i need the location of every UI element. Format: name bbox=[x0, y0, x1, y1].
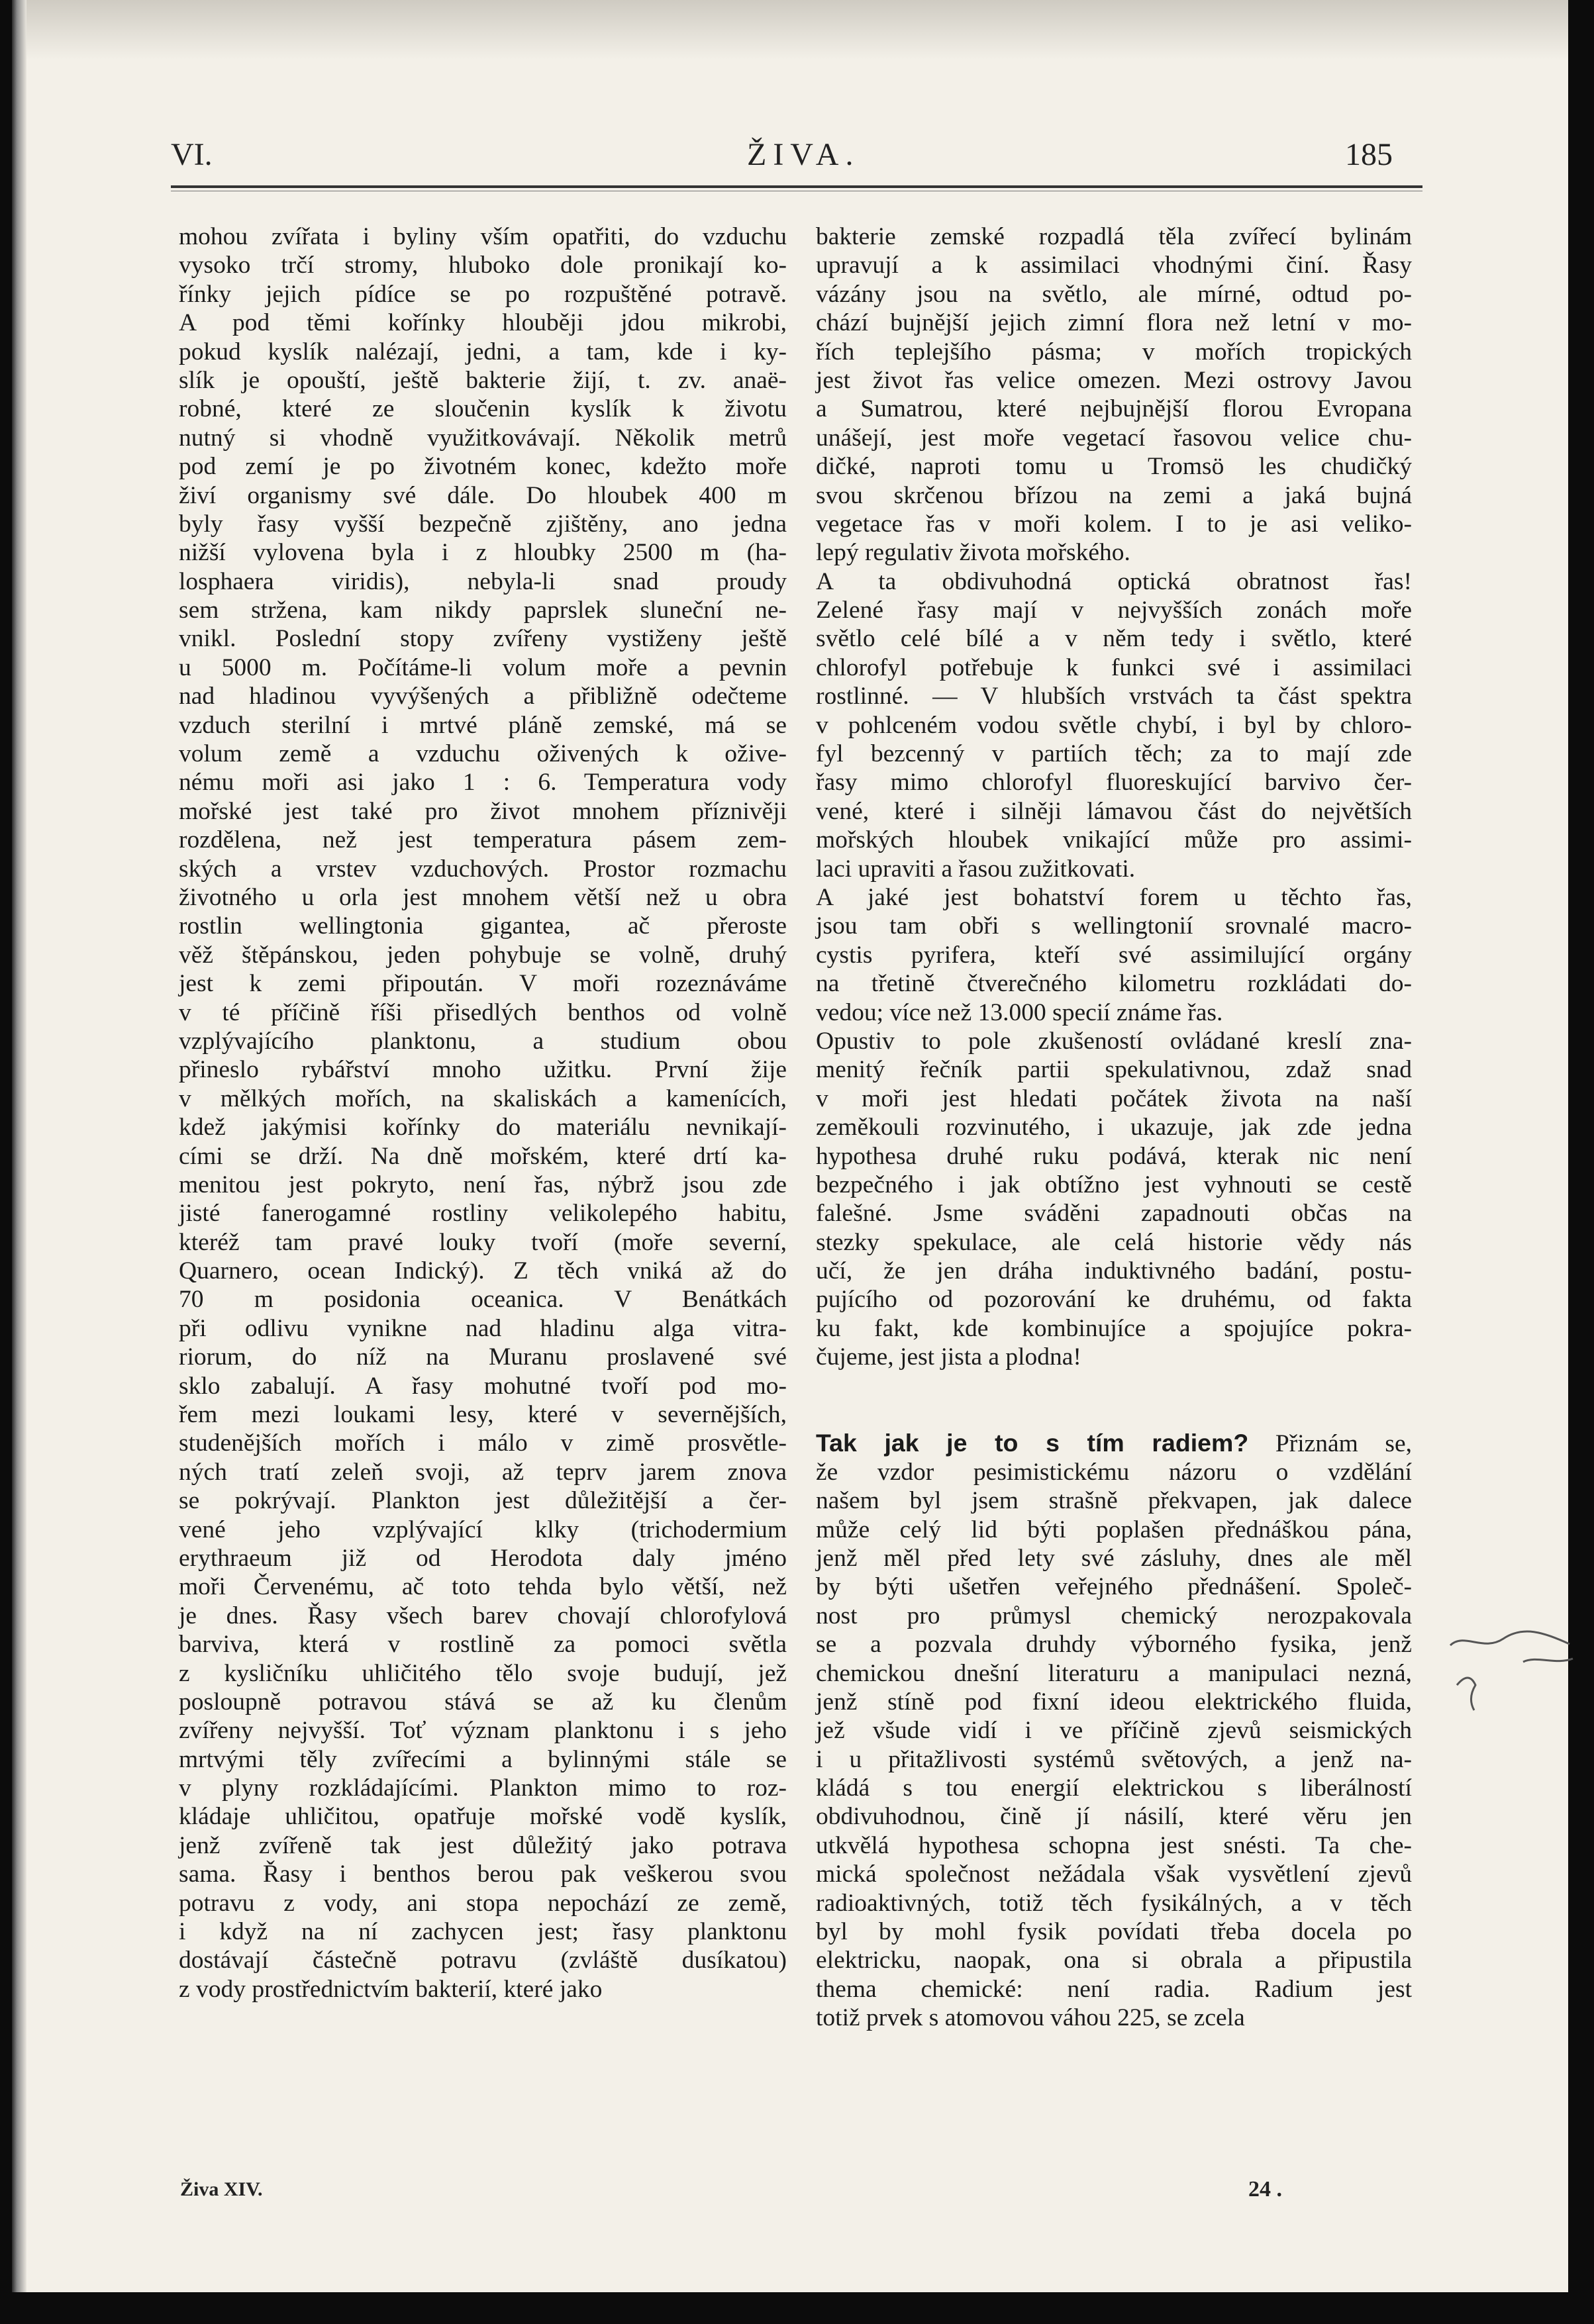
text-line: jest život řas velice omezen. Mezi ostrovy Javou bbox=[816, 366, 1412, 394]
text-line: cystis pyrifera, kteří své assimilující orgány bbox=[816, 941, 1412, 969]
text-line: se pokrývají. Plankton jest důležitější a čer- bbox=[179, 1487, 787, 1515]
text-line: Opustiv to pole zkušeností ovládané kreslí zna- bbox=[816, 1027, 1412, 1055]
text-line: zvířeny nejvyšší. Toť význam planktonu i s jeho bbox=[179, 1717, 787, 1745]
text-line: z vody prostřednictvím bakterií, které jako bbox=[179, 1975, 603, 2003]
text-line: chemickou dnešní literaturu a manipulaci nezná, bbox=[816, 1659, 1412, 1687]
header-rule bbox=[171, 185, 1422, 188]
text-line: řasy mimo chlorofyl fluoreskující barvivo čer- bbox=[816, 769, 1412, 797]
text-line: jenž zvířeně tak jest důležitý jako potrava bbox=[179, 1831, 787, 1859]
text-line: menitý řečník partii spekulativnou, zdaž snad bbox=[816, 1056, 1412, 1084]
text-line: pokud kyslík nalézají, jedni, a tam, kde i ky- bbox=[179, 338, 787, 365]
text-line: v mělkých mořích, na skaliskách a kamenících, bbox=[179, 1085, 787, 1112]
text-line: volum země a vzduchu oživených k ožive- bbox=[179, 740, 787, 768]
text-line: vnikl. Poslední stopy zvířeny vystiženy ještě bbox=[179, 625, 787, 653]
text-line: kteréž tam pravé louky tvoří (moře severní, bbox=[179, 1228, 787, 1256]
paragraph-gap bbox=[816, 1372, 1412, 1400]
text-line: vedou; více než 13.000 specií známe řas. bbox=[816, 998, 1223, 1026]
text-line: fyl bezcenný v partiích těch; za to mají zde bbox=[816, 740, 1412, 768]
text-line: cími se drží. Na dně mořském, které drtí ka- bbox=[179, 1142, 787, 1170]
radium-article-text bbox=[816, 1429, 1412, 2032]
text-line: vzduch sterilní i mrtvé pláně zemské, má se bbox=[179, 711, 787, 739]
text-line: laci upraviti a řasou zužitkovati. bbox=[816, 855, 1136, 883]
text-line: řínky jejich pídíce se po rozpuštěné potravě. bbox=[179, 280, 787, 308]
text-line: rostlinné. — V hlubších vrstvách ta část spektra bbox=[816, 683, 1412, 710]
text-line: sama. Řasy i benthos berou pak veškerou svou bbox=[179, 1861, 787, 1888]
text-line: upravují a k assimilaci vhodnými činí. Řasy bbox=[816, 252, 1412, 279]
paragraph-gap bbox=[816, 1400, 1412, 1429]
right-column-main-text bbox=[816, 222, 1412, 1372]
header-page-number: 185 bbox=[1345, 137, 1393, 172]
text-line: v pohlceném vodou světle chybí, i byl by chloro- bbox=[816, 711, 1412, 739]
text-line: moři Červenému, ač toto tehda bylo větší, než bbox=[179, 1573, 787, 1601]
article-lead-text: Přiznám se, bbox=[1248, 1430, 1412, 1458]
article-lead-title: Tak jak je to s tím radiem? bbox=[816, 1429, 1249, 1457]
text-line: menitou jest pokryto, není řas, nýbrž jsou zde bbox=[179, 1171, 787, 1198]
text-line: jsou tam obři s wellingtonií srovnalé macro- bbox=[816, 912, 1412, 940]
text-line: i u přitažlivosti systémů světových, a jenž na- bbox=[816, 1745, 1412, 1773]
text-line: unášejí, jest moře vegetací řasovou velice chu- bbox=[816, 424, 1412, 452]
text-line: u 5000 m. Počítáme-li volum moře a pevnin bbox=[179, 654, 787, 681]
text-line: chlorofyl potřebuje k funkci své i assimilaci bbox=[816, 654, 1412, 681]
footer-signature: Živa XIV. bbox=[180, 2178, 263, 2200]
text-line: by býti ušetřen veřejného přednášení. Společ- bbox=[816, 1573, 1412, 1601]
text-line: učí, že jen dráha induktivného badání, postu- bbox=[816, 1257, 1412, 1285]
text-line: ských a vrstev vzduchových. Prostor rozmachu bbox=[179, 855, 787, 883]
text-line: hypothesa druhé ruku podává, kterak nic není bbox=[816, 1142, 1412, 1170]
text-line: nutný si vhodně využitkovávají. Několik metrů bbox=[179, 424, 787, 452]
page-top-shadow bbox=[12, 0, 1568, 60]
text-line: řem mezi loukami lesy, které v severnějších, bbox=[179, 1401, 787, 1429]
text-line: A jaké jest bohatství forem u těchto řas, bbox=[816, 883, 1412, 911]
text-line: pod zemí je po životném konec, kdežto moře bbox=[179, 453, 787, 481]
text-line: při odlivu vynikne nad hladinu alga vitra- bbox=[179, 1314, 787, 1342]
text-line: pujícího od pozorování ke druhému, od fakta bbox=[816, 1286, 1412, 1314]
text-line: našem byl jsem strašně překvapen, jak dalece bbox=[816, 1487, 1412, 1515]
text-line: ku fakt, kde kombinujíce a spojujíce pokra- bbox=[816, 1314, 1412, 1342]
text-line: byl by mohl fysik povídati třeba docela po bbox=[816, 1918, 1412, 1946]
text-line: barviva, která v rostlině za pomoci světla bbox=[179, 1631, 787, 1659]
text-line: rozdělena, než jest temperatura pásem zem- bbox=[179, 826, 787, 854]
text-line: nižší vylovena byla i z hloubky 2500 m (ha- bbox=[179, 539, 787, 567]
text-line: vzplývajícího planktonu, a studium obou bbox=[179, 1027, 787, 1055]
text-line: dostávají částečně potravu (zvláště dusíkatou) bbox=[179, 1947, 787, 1974]
text-line: mrtvými těly zvířecími a bylinnými stále se bbox=[179, 1745, 787, 1773]
text-line: elektricku, naopak, ona si obrala a připustila bbox=[816, 1947, 1412, 1974]
text-line: totiž prvek s atomovou váhou 225, se zcela bbox=[816, 2004, 1245, 2032]
text-line: lepý regulativ života mořského. bbox=[816, 539, 1130, 567]
text-line: A ta obdivuhodná optická obratnost řas! bbox=[816, 567, 1412, 595]
text-line: na třetině čtverečného kilometru rozkládati do- bbox=[816, 970, 1412, 998]
text-line: studenějších mořích i málo v zimě prosvětle- bbox=[179, 1429, 787, 1457]
text-line: losphaera viridis), nebyla-li snad proudy bbox=[179, 567, 787, 595]
text-line: bezpečného i jak obtížno jest vyhnouti se cestě bbox=[816, 1171, 1412, 1198]
text-line: mohou zvířata i byliny vším opatřiti, do vzduchu bbox=[179, 223, 787, 250]
text-line: mořských hloubek vnikající může pro assimi- bbox=[816, 826, 1412, 854]
text-line: slík je opouští, ještě bakterie žijí, t. zv. anaë- bbox=[179, 366, 787, 394]
text-line: i když na ní zachycen jest; řasy planktonu bbox=[179, 1918, 787, 1946]
text-line: vázány jsou na světlo, ale mírné, odtud po- bbox=[816, 280, 1412, 308]
text-line: živí organismy své dále. Do hloubek 400 m bbox=[179, 481, 787, 509]
text-line: kládá s tou energií elektrickou s liberálností bbox=[816, 1774, 1412, 1802]
text-line: sklo zabalují. A řasy mohutné tvoří pod mo- bbox=[179, 1372, 787, 1400]
text-line: vené, které i silněji lámavou část do největších bbox=[816, 797, 1412, 825]
text-line: nad hladinou vyvýšených a přibližně odečteme bbox=[179, 683, 787, 710]
text-line: nost pro průmysl chemický nerozpakovala bbox=[816, 1602, 1412, 1629]
footer-sheet-number: 24 . bbox=[1248, 2177, 1282, 2202]
text-line: jisté fanerogamné rostliny velikolepého habitu, bbox=[179, 1200, 787, 1228]
text-line: radioaktivných, totiž těch fysikálných, a v těch bbox=[816, 1889, 1412, 1917]
text-line: A pod těmi kořínky hlouběji jdou mikrobi, bbox=[179, 309, 787, 337]
text-line: byly řasy vyšší bezpečně zjištěny, ano jedna bbox=[179, 510, 787, 538]
text-line: je dnes. Řasy všech barev chovají chlorofylová bbox=[179, 1602, 787, 1629]
text-line: Quarnero, ocean Indický). Z těch vniká až do bbox=[179, 1257, 787, 1285]
text-line: že vzdor pesimistickému názoru o vzdělání bbox=[816, 1458, 1412, 1486]
right-text-column bbox=[816, 222, 1412, 2033]
text-line: bakterie zemské rozpadlá těla zvířecí bylinám bbox=[816, 223, 1412, 250]
text-line: rostlin wellingtonia gigantea, ač přeroste bbox=[179, 912, 787, 940]
text-line: vysoko trčí stromy, hluboko dole pronikají ko- bbox=[179, 252, 787, 279]
text-line: čujeme, jest jista a plodna! bbox=[816, 1343, 1081, 1371]
text-line: chází bujnější jejich zimní flora než letní v mo- bbox=[816, 309, 1412, 337]
text-line: obdivuhodnou, čině jí násilí, které věru jen bbox=[816, 1803, 1412, 1831]
text-line: se a pozvala druhdy výborného fysika, jenž bbox=[816, 1631, 1412, 1659]
text-line: ných tratí zeleň svoji, až teprv jarem znova bbox=[179, 1458, 787, 1486]
text-line: erythraeum již od Herodota daly jméno bbox=[179, 1544, 787, 1572]
text-line: dičké, naproti tomu u Tromsö les chudičký bbox=[816, 453, 1412, 481]
text-line: a Sumatrou, které nejbujnější florou Evropana bbox=[816, 395, 1412, 423]
text-line: mická společnost nežádala však vysvětlení zjevů bbox=[816, 1861, 1412, 1888]
text-line: utkvělá hypothesa schopna jest snésti. Ta che- bbox=[816, 1831, 1412, 1859]
text-line: thema chemické: není radia. Radium jest bbox=[816, 1975, 1412, 2003]
header-section-number: VI. bbox=[171, 137, 213, 172]
text-line: kdež jakýmisi kořínky do materiálu nevnikají- bbox=[179, 1114, 787, 1141]
text-line: 70 m posidonia oceanica. V Benátkách bbox=[179, 1286, 787, 1314]
running-header bbox=[171, 136, 1393, 183]
text-line: řích teplejšího pásma; v mořích tropických bbox=[816, 338, 1412, 365]
text-line: stezky spekulace, ale celá historie vědy nás bbox=[816, 1228, 1412, 1256]
text-line: kládaje uhličitou, opatřuje mořské vodě kyslík, bbox=[179, 1803, 787, 1831]
text-line: světlo celé bílé a v něm tedy i světlo, které bbox=[816, 625, 1412, 653]
text-line: vené jeho vzplývající klky (trichodermium bbox=[179, 1516, 787, 1543]
text-line: životného u orla jest mnohem větší než u obra bbox=[179, 883, 787, 911]
text-line bbox=[816, 1429, 1412, 1457]
text-line: jenž stíně pod fixní ideou elektrického fluida, bbox=[816, 1688, 1412, 1716]
text-line: v moři jest hledati počátek života na naší bbox=[816, 1085, 1412, 1112]
text-line: svou skrčenou břízou na zemi a jaká bujná bbox=[816, 481, 1412, 509]
text-line: falešné. Jsme sváděni zapadnouti občas na bbox=[816, 1200, 1412, 1228]
text-line: jenž měl před lety své zásluhy, dnes ale měl bbox=[816, 1544, 1412, 1572]
text-line: Zelené řasy mají v nejvyšších zonách moře bbox=[816, 597, 1412, 624]
text-line: riorum, do níž na Muranu proslavené své bbox=[179, 1343, 787, 1371]
text-line: robné, které ze sloučenin kyslík k životu bbox=[179, 395, 787, 423]
text-line: v té příčině říši přisedlých benthos od volně bbox=[179, 998, 787, 1026]
text-line: nému moři asi jako 1 : 6. Temperatura vody bbox=[179, 769, 787, 797]
book-spine-shadow bbox=[12, 0, 26, 2292]
text-line: potravu z vody, ani stopa nepochází ze země, bbox=[179, 1889, 787, 1917]
header-journal-title: ŽIVA. bbox=[747, 137, 860, 172]
text-line: mořské jest také pro život mnohem příznivěji bbox=[179, 797, 787, 825]
text-line: jest k zemi připoután. V moři rozeznáváme bbox=[179, 970, 787, 998]
text-line: přineslo rybářství mnoho užitku. První žije bbox=[179, 1056, 787, 1084]
text-line: sem stržena, kam nikdy paprslek sluneční ne- bbox=[179, 597, 787, 624]
left-text-column bbox=[179, 222, 787, 2004]
text-line: jež všude vidí i ve příčině zjevů seismických bbox=[816, 1717, 1412, 1745]
text-line: vegetace řas v moři kolem. I to je asi veliko- bbox=[816, 510, 1412, 538]
text-line: může celý lid býti poplašen přednáškou pána, bbox=[816, 1516, 1412, 1543]
text-line: posloupně potravou stává se až ku členům bbox=[179, 1688, 787, 1716]
text-line: z kysličníku uhličitého tělo svoje budují, jež bbox=[179, 1659, 787, 1687]
text-line: věž štěpánskou, jeden pohybuje se volně, druhý bbox=[179, 941, 787, 969]
text-line: zeměkouli rozvinutého, i ukazuje, jak zde jedna bbox=[816, 1114, 1412, 1141]
text-line: v plyny rozkládajícími. Plankton mimo to roz- bbox=[179, 1774, 787, 1802]
handwritten-margin-note bbox=[1444, 1625, 1583, 1731]
